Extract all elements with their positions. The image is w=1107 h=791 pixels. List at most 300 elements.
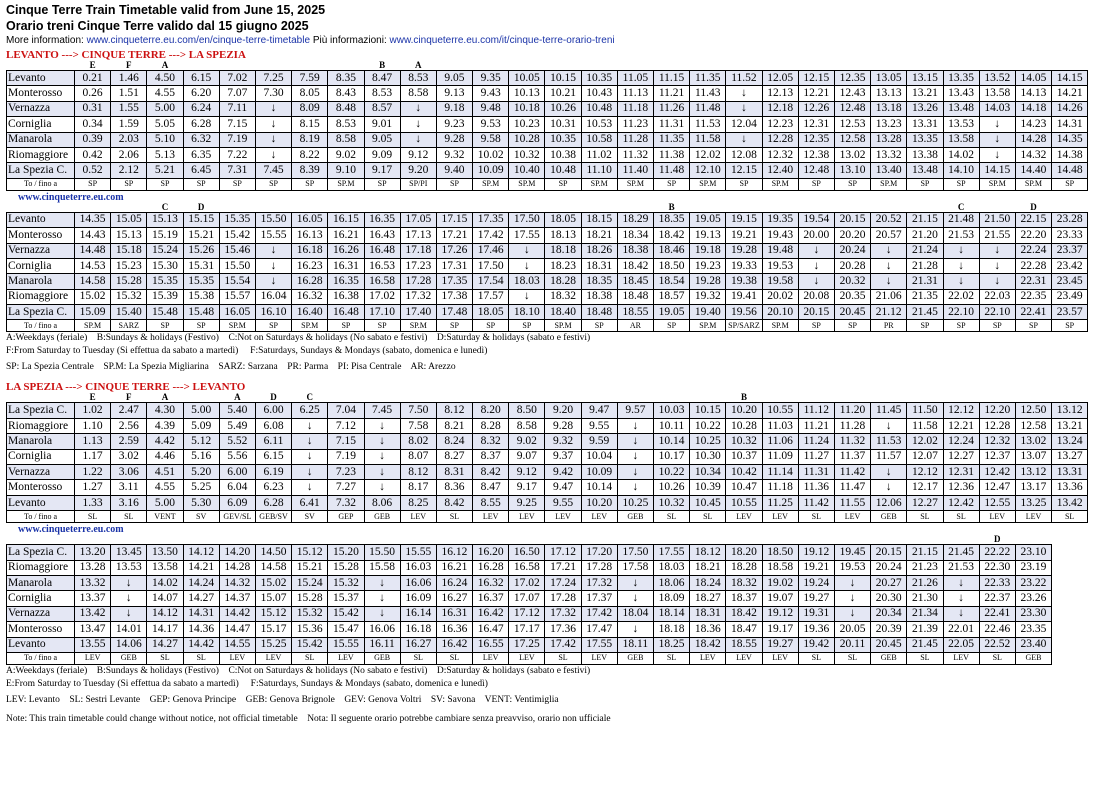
day-flag — [436, 61, 472, 71]
destination-code: LEV — [726, 652, 762, 664]
day-flag — [762, 393, 798, 403]
departure-time: ↓ — [943, 606, 979, 621]
departure-time: 16.43 — [364, 228, 400, 243]
departure-time: 19.54 — [798, 212, 834, 227]
departure-time: 18.48 — [581, 305, 617, 320]
departure-time: 9.25 — [509, 495, 545, 510]
departure-time: 16.42 — [473, 606, 509, 621]
departure-time: 12.58 — [1015, 418, 1051, 433]
departure-time: 6.11 — [255, 434, 291, 449]
site-link[interactable]: www.cinqueterre.eu.com — [18, 191, 124, 203]
departure-time: 8.32 — [473, 434, 509, 449]
departure-time: 11.27 — [798, 449, 834, 464]
departure-time: 10.48 — [581, 101, 617, 116]
station-name: Vernazza — [7, 243, 75, 258]
departure-time: 21.48 — [943, 212, 979, 227]
day-flag — [654, 61, 690, 71]
departure-time: 7.32 — [328, 495, 364, 510]
departure-time: 9.53 — [473, 117, 509, 132]
departure-time: 23.42 — [1052, 258, 1088, 273]
departure-time: 12.43 — [834, 86, 870, 101]
departure-time: 10.25 — [617, 495, 653, 510]
section-la-spezia-to-levanto — [6, 381, 1107, 706]
station-name: Levanto — [7, 495, 75, 510]
departure-time: 1.27 — [75, 480, 111, 495]
departure-time: 22.28 — [1015, 258, 1051, 273]
departure-time: ↓ — [979, 117, 1015, 132]
departure-time: 1.33 — [75, 495, 111, 510]
day-flag — [581, 535, 617, 545]
station-row — [7, 71, 1088, 86]
day-flag: A — [161, 61, 169, 70]
departure-time: 16.31 — [436, 606, 472, 621]
departure-time: 13.55 — [75, 637, 111, 652]
day-flag — [364, 393, 400, 403]
day-flag — [943, 61, 979, 71]
departure-time: 10.58 — [581, 132, 617, 147]
departure-time: 13.12 — [1015, 465, 1051, 480]
more-info-line — [6, 34, 1107, 48]
departure-time: 6.19 — [255, 465, 291, 480]
destination-code: SP — [147, 178, 183, 190]
station-row — [7, 274, 1088, 289]
departure-time: 20.15 — [871, 545, 907, 560]
day-flag — [436, 393, 472, 403]
departure-time: 10.04 — [581, 449, 617, 464]
departure-time: 23.35 — [1015, 622, 1051, 637]
destination-code: SARZ — [111, 320, 147, 332]
legend-item: A:Weekdays (feriale) — [6, 665, 88, 676]
departure-time: ↓ — [943, 243, 979, 258]
departure-time: 13.28 — [871, 132, 907, 147]
station-name: Riomaggiore — [7, 289, 75, 304]
departure-time: 16.58 — [509, 560, 545, 575]
departure-time: 7.45 — [364, 403, 400, 418]
departure-time: 6.00 — [219, 465, 255, 480]
departure-time: 14.21 — [1052, 86, 1088, 101]
departure-time: 20.32 — [834, 274, 870, 289]
departure-time: 16.48 — [328, 305, 364, 320]
departure-time: 17.40 — [400, 305, 436, 320]
departure-time: 8.43 — [328, 86, 364, 101]
departure-time: ↓ — [255, 258, 291, 273]
link-timetable-it[interactable]: www.cinqueterre.eu.com/it/cinque-terre-orario-treni — [389, 35, 615, 46]
departure-time: 12.27 — [943, 449, 979, 464]
departure-time: 8.21 — [436, 418, 472, 433]
departure-time: 9.12 — [509, 465, 545, 480]
destination-code: SP — [364, 178, 400, 190]
departure-time: 18.55 — [726, 637, 762, 652]
departure-time: 9.47 — [545, 480, 581, 495]
day-flag — [871, 535, 907, 545]
departure-time: 22.10 — [943, 305, 979, 320]
destination-code: GEB — [617, 652, 653, 664]
destination-code: LEV — [400, 511, 436, 523]
departure-time: 11.18 — [617, 101, 653, 116]
departure-time: 18.23 — [545, 258, 581, 273]
departure-time: 7.04 — [328, 403, 364, 418]
departure-time: 19.15 — [726, 212, 762, 227]
departure-time: 14.10 — [943, 163, 979, 178]
day-flag — [75, 535, 111, 545]
departure-time: 19.42 — [798, 637, 834, 652]
departure-time: 14.43 — [75, 228, 111, 243]
day-flag — [436, 535, 472, 545]
departure-time: 14.35 — [1052, 132, 1088, 147]
departure-time: 5.16 — [183, 449, 219, 464]
destination-code: SP.M — [75, 320, 111, 332]
departure-time: 7.12 — [328, 418, 364, 433]
departure-time: ↓ — [111, 575, 147, 590]
departure-time: 10.34 — [690, 465, 726, 480]
departure-time: 18.48 — [617, 289, 653, 304]
day-flag — [545, 535, 581, 545]
departure-time: 18.24 — [690, 575, 726, 590]
departure-time: 13.32 — [871, 147, 907, 162]
day-flag — [436, 203, 472, 213]
destination-row — [7, 178, 1088, 190]
departure-time: 15.21 — [183, 228, 219, 243]
departure-time: 0.52 — [75, 163, 111, 178]
station-name: Corniglia — [7, 591, 75, 606]
destination-code: SP.M — [762, 320, 798, 332]
departure-time: 17.42 — [545, 637, 581, 652]
departure-time: 10.32 — [509, 147, 545, 162]
departure-time: 11.53 — [871, 434, 907, 449]
departure-time: 14.48 — [75, 243, 111, 258]
departure-time: 16.47 — [473, 622, 509, 637]
day-flag — [473, 203, 509, 213]
station-row — [7, 545, 1052, 560]
station-row — [7, 575, 1052, 590]
destination-code: SL — [400, 652, 436, 664]
link-timetable-en[interactable]: www.cinqueterre.eu.com/en/cinque-terre-timetable — [86, 35, 311, 46]
departure-time: 20.20 — [834, 228, 870, 243]
departure-time: 9.35 — [473, 71, 509, 86]
departure-time: 23.49 — [1052, 289, 1088, 304]
departure-time: 20.52 — [871, 212, 907, 227]
departure-time: 8.24 — [436, 434, 472, 449]
departure-time: 9.28 — [436, 132, 472, 147]
departure-time: 14.06 — [111, 637, 147, 652]
legend-item: F:Saturdays, Sundays & Mondays (sabato, domenica e lunedì) — [250, 346, 488, 357]
day-flag — [726, 203, 762, 213]
departure-time: 23.30 — [1015, 606, 1051, 621]
departure-time: 11.47 — [834, 480, 870, 495]
departure-time: 7.58 — [400, 418, 436, 433]
departure-time: 3.06 — [111, 465, 147, 480]
departure-time: 13.17 — [1015, 480, 1051, 495]
departure-time: 17.47 — [581, 622, 617, 637]
departure-time: 16.37 — [473, 591, 509, 606]
departure-time: 22.15 — [1015, 212, 1051, 227]
destination-label: To / fino a — [7, 652, 75, 664]
timetable — [6, 203, 1088, 333]
station-row — [7, 591, 1052, 606]
departure-time: 8.53 — [364, 86, 400, 101]
departure-time: 12.12 — [943, 403, 979, 418]
departure-time: 14.21 — [183, 560, 219, 575]
departure-time: 15.18 — [111, 243, 147, 258]
timetable — [6, 393, 1088, 523]
departure-time: 5.20 — [183, 465, 219, 480]
departure-time: 11.24 — [798, 434, 834, 449]
destination-code: SP — [111, 178, 147, 190]
destination-code: GEB — [871, 652, 907, 664]
departure-time: 7.25 — [255, 71, 291, 86]
departure-time: 17.37 — [581, 591, 617, 606]
day-flag — [1052, 393, 1088, 403]
departure-time: ↓ — [617, 480, 653, 495]
departure-time: ↓ — [871, 258, 907, 273]
departure-time: 12.13 — [762, 86, 798, 101]
departure-time: 18.37 — [726, 591, 762, 606]
departure-time: 17.50 — [473, 258, 509, 273]
departure-time: 14.13 — [1015, 86, 1051, 101]
departure-time: 16.24 — [436, 575, 472, 590]
departure-time: ↓ — [255, 117, 291, 132]
departure-time: 10.25 — [690, 434, 726, 449]
departure-time: 8.12 — [400, 465, 436, 480]
departure-time: 11.36 — [798, 480, 834, 495]
departure-time: 10.26 — [654, 480, 690, 495]
departure-time: 18.11 — [617, 637, 653, 652]
departure-time: 18.42 — [690, 637, 726, 652]
departure-time: 22.05 — [943, 637, 979, 652]
legend-item: C:Not on Saturdays & holidays (No sabato e festivi) — [228, 333, 428, 344]
departure-time: 18.36 — [690, 622, 726, 637]
destination-code: SL — [147, 652, 183, 664]
station-row — [7, 147, 1088, 162]
day-flag — [617, 61, 653, 71]
departure-time: 7.07 — [219, 86, 255, 101]
departure-time: 12.06 — [871, 495, 907, 510]
departure-time: 14.42 — [183, 637, 219, 652]
destination-code: SP — [1052, 320, 1088, 332]
departure-time: 9.48 — [473, 101, 509, 116]
departure-time: 21.20 — [907, 228, 943, 243]
site-link[interactable]: www.cinqueterre.eu.com — [18, 524, 124, 536]
departure-time: 14.36 — [183, 622, 219, 637]
departure-time: 23.10 — [1015, 545, 1051, 560]
departure-time: 13.37 — [75, 591, 111, 606]
departure-time: 10.20 — [581, 495, 617, 510]
destination-code: SP — [907, 178, 943, 190]
departure-time: 16.27 — [400, 637, 436, 652]
departure-time: ↓ — [255, 147, 291, 162]
timetable-block — [6, 535, 1107, 665]
departure-time: 11.50 — [907, 403, 943, 418]
departure-time: 8.09 — [292, 101, 328, 116]
destination-code: SL — [436, 652, 472, 664]
departure-time: 16.32 — [292, 289, 328, 304]
departure-time: 13.02 — [834, 147, 870, 162]
departure-time: 16.05 — [292, 212, 328, 227]
departure-time: 20.57 — [871, 228, 907, 243]
departure-time: 16.21 — [436, 560, 472, 575]
destination-code: SL — [907, 652, 943, 664]
day-flag — [328, 535, 364, 545]
legend-item: B:Sundays & holidays (Festivo) — [96, 333, 219, 344]
day-flag — [328, 61, 364, 71]
departure-time: 10.40 — [509, 163, 545, 178]
departure-time: 19.31 — [798, 606, 834, 621]
day-flag — [509, 203, 545, 213]
departure-time: 9.55 — [545, 495, 581, 510]
day-flag: D — [994, 535, 1001, 545]
departure-time: 19.40 — [690, 305, 726, 320]
station-row — [7, 258, 1088, 273]
departure-time: 12.04 — [726, 117, 762, 132]
departure-time: 15.17 — [255, 622, 291, 637]
departure-time: 14.18 — [1015, 101, 1051, 116]
departure-time: ↓ — [834, 606, 870, 621]
departure-time: 11.32 — [617, 147, 653, 162]
departure-time: 18.42 — [654, 228, 690, 243]
departure-time: 18.32 — [545, 289, 581, 304]
departure-time: 17.57 — [473, 289, 509, 304]
station-name: Corniglia — [7, 117, 75, 132]
departure-time: 19.21 — [726, 228, 762, 243]
destination-code: LEV — [328, 652, 364, 664]
departure-time: 8.37 — [473, 449, 509, 464]
departure-time: 20.10 — [762, 305, 798, 320]
departure-time: 13.58 — [943, 132, 979, 147]
destination-code: GEB — [871, 511, 907, 523]
departure-time: 8.55 — [473, 495, 509, 510]
departure-time: 23.28 — [1052, 212, 1088, 227]
departure-time: 6.23 — [255, 480, 291, 495]
day-flag — [943, 393, 979, 403]
departure-time: 10.45 — [690, 495, 726, 510]
station-name: Manarola — [7, 575, 75, 590]
departure-time: 12.08 — [726, 147, 762, 162]
departure-time: 19.07 — [762, 591, 798, 606]
departure-time: 9.20 — [400, 163, 436, 178]
departure-time: 14.31 — [183, 606, 219, 621]
departure-time: 18.42 — [726, 606, 762, 621]
destination-code: SP — [255, 320, 291, 332]
departure-time: 14.02 — [147, 575, 183, 590]
departure-time: 18.09 — [654, 591, 690, 606]
day-flag — [979, 61, 1015, 71]
departure-time: 10.13 — [509, 86, 545, 101]
departure-time: 18.50 — [762, 545, 798, 560]
timetable — [6, 535, 1052, 665]
station-name: Levanto — [7, 71, 75, 86]
departure-time: 23.33 — [1052, 228, 1088, 243]
day-flag: B — [740, 393, 747, 403]
destination-code: GEV/SL — [219, 511, 255, 523]
departure-time: 10.43 — [581, 86, 617, 101]
departure-time: 12.27 — [907, 495, 943, 510]
departure-time: 13.26 — [907, 101, 943, 116]
departure-time: 5.09 — [183, 418, 219, 433]
departure-time: 15.58 — [364, 560, 400, 575]
day-flag: C — [161, 202, 169, 212]
departure-time: 11.32 — [834, 434, 870, 449]
destination-code: LEV — [1015, 511, 1051, 523]
departure-time: 12.35 — [798, 132, 834, 147]
departure-time: 12.07 — [907, 449, 943, 464]
departure-time: 11.23 — [617, 117, 653, 132]
departure-time: 18.25 — [654, 637, 690, 652]
legend-days — [6, 332, 1107, 345]
departure-time: 10.23 — [509, 117, 545, 132]
station-row — [7, 480, 1088, 495]
departure-time: 12.36 — [943, 480, 979, 495]
station-row — [7, 305, 1088, 320]
departure-time: 5.00 — [183, 403, 219, 418]
departure-time: 16.06 — [400, 575, 436, 590]
departure-time: ↓ — [726, 86, 762, 101]
departure-time: 16.58 — [364, 274, 400, 289]
info-middle: Più informazioni: — [312, 35, 387, 46]
destination-code: SP.M — [617, 178, 653, 190]
departure-time: 17.36 — [545, 622, 581, 637]
departure-time: 18.34 — [617, 228, 653, 243]
destination-code: LEV — [726, 511, 762, 523]
departure-time: 14.24 — [183, 575, 219, 590]
destination-code: SP.M — [1015, 178, 1051, 190]
departure-time: 23.19 — [1015, 560, 1051, 575]
departure-time: 19.17 — [762, 622, 798, 637]
departure-time: 12.32 — [762, 147, 798, 162]
station-row — [7, 228, 1088, 243]
day-flag — [292, 61, 328, 71]
departure-time: 9.47 — [581, 403, 617, 418]
departure-time: 13.53 — [943, 117, 979, 132]
day-flag — [871, 203, 907, 213]
departure-time: 13.10 — [834, 163, 870, 178]
departure-time: 20.15 — [834, 212, 870, 227]
departure-time: 15.42 — [219, 228, 255, 243]
departure-time: 1.10 — [75, 418, 111, 433]
departure-time: 10.09 — [581, 465, 617, 480]
departure-time: 18.38 — [581, 289, 617, 304]
departure-time: 14.01 — [111, 622, 147, 637]
departure-time: ↓ — [364, 480, 400, 495]
destination-code: SL — [654, 652, 690, 664]
departure-time: 14.03 — [979, 101, 1015, 116]
departure-time: 21.24 — [907, 243, 943, 258]
day-flag — [979, 203, 1015, 213]
day-flag — [907, 393, 943, 403]
departure-time: 15.32 — [328, 575, 364, 590]
departure-time: 12.40 — [762, 163, 798, 178]
day-flag — [834, 61, 870, 71]
departure-time: 17.42 — [581, 606, 617, 621]
departure-time: 8.53 — [400, 71, 436, 86]
departure-time: 9.40 — [436, 163, 472, 178]
station-name: Vernazza — [7, 101, 75, 116]
departure-time: 12.21 — [943, 418, 979, 433]
destination-code: SP — [943, 320, 979, 332]
departure-time: 16.21 — [328, 228, 364, 243]
departure-time: 13.13 — [871, 86, 907, 101]
departure-time: 17.28 — [545, 591, 581, 606]
departure-time: 21.15 — [907, 545, 943, 560]
departure-time: 12.05 — [762, 71, 798, 86]
departure-time: 21.26 — [907, 575, 943, 590]
day-flag — [762, 535, 798, 545]
station-name: Monterosso — [7, 480, 75, 495]
departure-time: 13.40 — [871, 163, 907, 178]
departure-time: 16.36 — [436, 622, 472, 637]
departure-time: 6.04 — [219, 480, 255, 495]
departure-time: ↓ — [255, 243, 291, 258]
departure-time: 18.27 — [690, 591, 726, 606]
